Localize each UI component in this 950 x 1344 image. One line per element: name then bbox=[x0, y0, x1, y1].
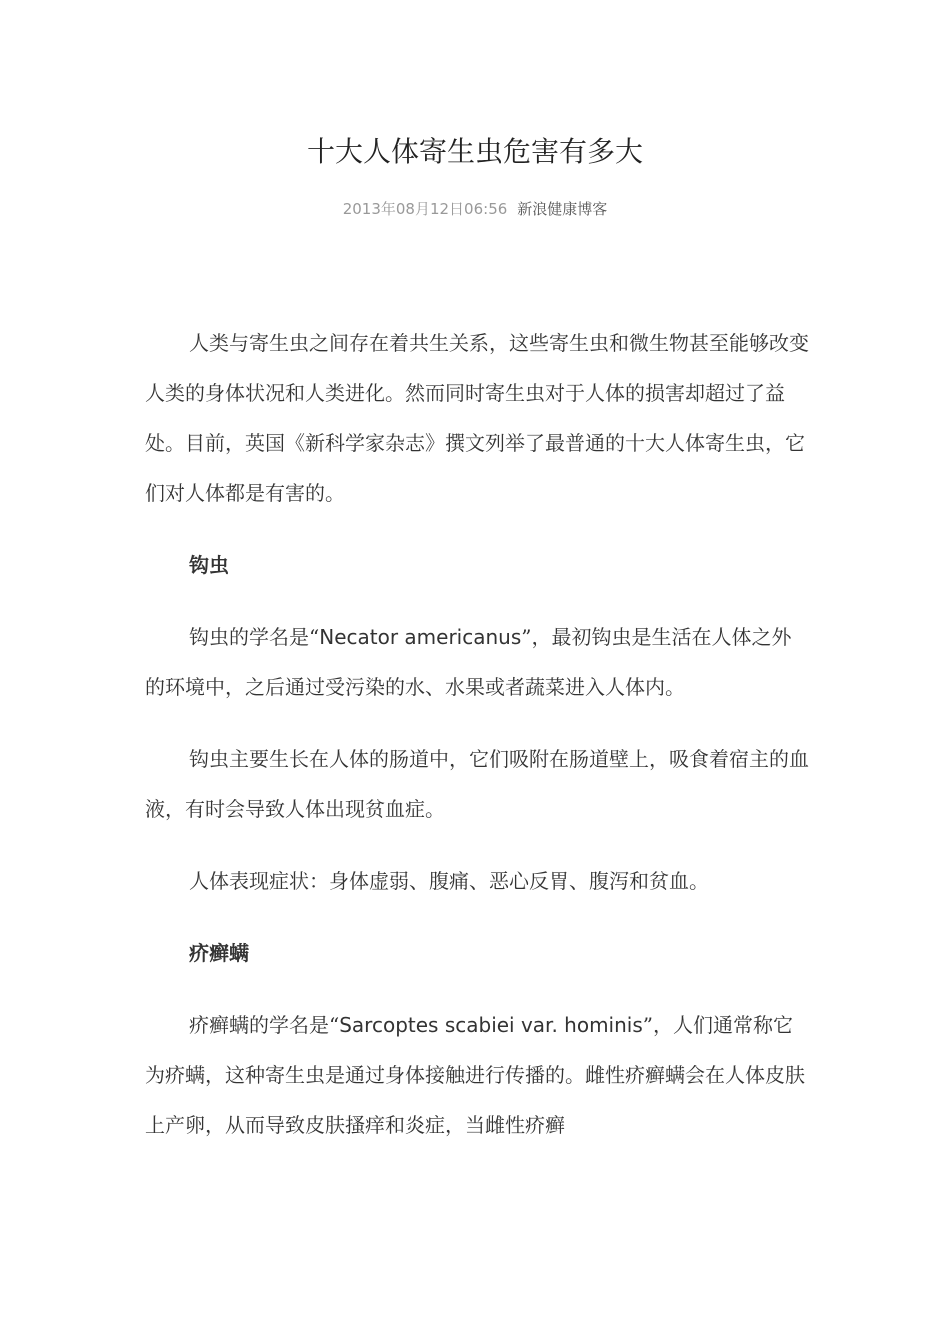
scabies-latin-name: Sarcoptes scabiei var. hominis bbox=[339, 1013, 643, 1037]
section-heading-hookworm: 钩虫 bbox=[189, 553, 229, 577]
hookworm-paragraph-3: 人体表现症状：身体虚弱、腹痛、恶心反胃、腹泻和贫血。 bbox=[189, 869, 709, 893]
hookworm-paragraph-1 bbox=[145, 612, 810, 712]
article-meta bbox=[0, 198, 950, 220]
article-source: 新浪健康博客 bbox=[517, 200, 608, 218]
article-title: 十大人体寄生虫危害有多大 bbox=[306, 135, 643, 168]
scabies-p1-post: ”，人们通常称它为疥螨，这种寄生虫是通过身体接触进行传播的。雌性疥癣螨会在人体皮肤上产卵，从而导致皮肤搔痒和炎症，当雌性疥癣 bbox=[145, 1013, 805, 1137]
hookworm-paragraph-2: 钩虫主要生长在人体的肠道中，它们吸附在肠道壁上，吸食着宿主的血液，有时会导致人体出现贫血症。 bbox=[145, 747, 809, 821]
hookworm-latin-name: Necator americanus bbox=[319, 625, 522, 649]
hookworm-p1-post: ”，最初钩虫是生活在人体之外的环境中，之后通过受污染的水、水果或者蔬菜进入人体内。 bbox=[145, 625, 792, 699]
section-heading-scabies: 疥癣螨 bbox=[189, 941, 249, 965]
intro-paragraph: 人类与寄生虫之间存在着共生关系，这些寄生虫和微生物甚至能够改变人类的身体状况和人类进化。然而同时寄生虫对于人体的损害却超过了益处。目前，英国《新科学家杂志》撰文列举了最普通的十大人体寄生虫，它们对人体都是有害的。 bbox=[145, 331, 809, 505]
scabies-paragraph-1 bbox=[145, 1000, 810, 1150]
article-body bbox=[145, 318, 810, 1172]
article-date: 2013年08月12日06:56 bbox=[342, 200, 508, 218]
hookworm-p1-pre: 钩虫的学名是“ bbox=[189, 625, 320, 649]
scabies-p1-pre: 疥癣螨的学名是“ bbox=[189, 1013, 340, 1037]
